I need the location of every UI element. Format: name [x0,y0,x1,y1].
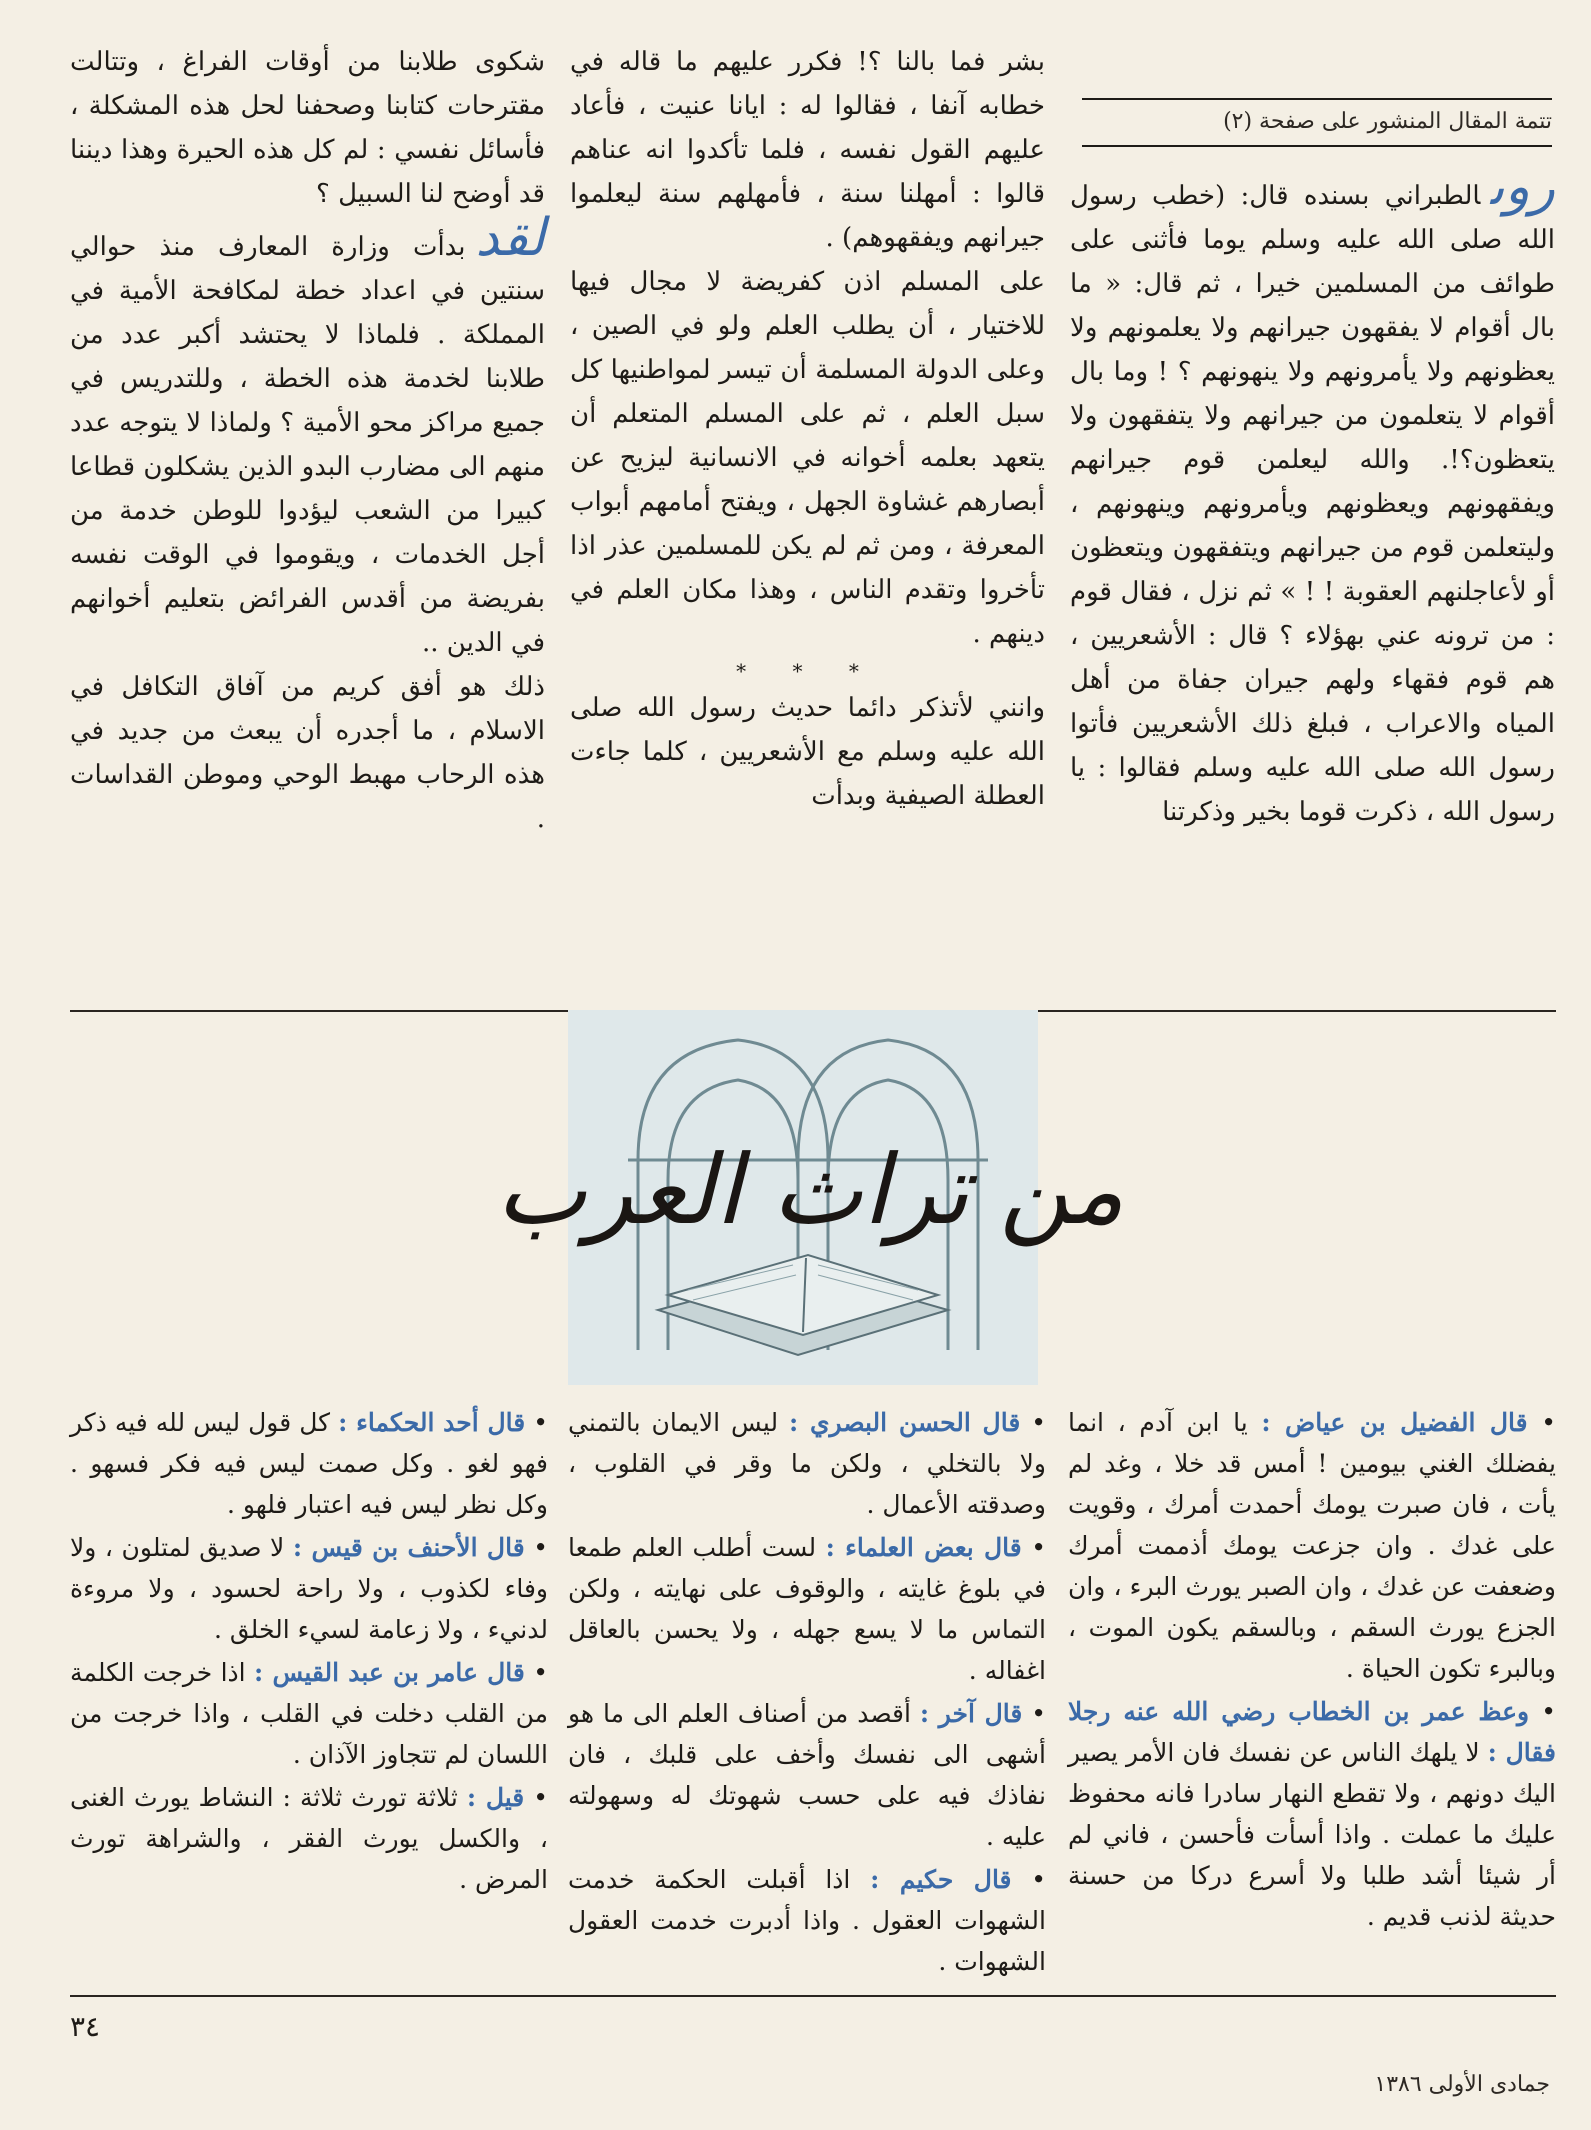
saying-speaker: قال عامر بن عبد القيس : [254,1658,525,1687]
footer-date: جمادى الأولى ١٣٨٦ [1374,2072,1550,2097]
saying-speaker: قيل : [466,1783,525,1812]
saying-speaker: قال الأحنف بن قيس : [292,1533,525,1562]
saying-speaker: قال آخر : [919,1699,1023,1728]
saying-item: • وعظ عمر بن الخطاب رضي الله عنه رجلا فقال : لا يلهك الناس عن نفسك فان الأمر يصير اليك دونهم ، ولا تقطع النهار سادرا فانه محفوظ عليك ما عملت . واذا أسأت فأحسن ، فاني لم أر شيئا أشد طلبا ولا أسرع دركا من حسنة حديثة لذنب قديم . [1068,1697,1556,1931]
saying-item: • قال أحد الحكماء : كل قول ليس لله فيه ذكر فهو لغو . وكل صمت ليس فيه فكر فسهو . وكل نظر ليس فيه اعتبار فلهو . [70,1408,548,1519]
saying-speaker: قال الفضيل بن عياض : [1261,1408,1528,1437]
section-stars: * * * [736,659,879,683]
sayings-column-middle [568,1402,1046,1984]
saying-speaker: وعظ عمر بن الخطاب رضي الله عنه رجلا فقال : [1068,1697,1556,1767]
saying-speaker: قال بعض العلماء : [825,1533,1022,1562]
banner-title: من تراث العرب [496,1134,1124,1246]
saying-item: • قال بعض العلماء : لست أطلب العلم طمعا في بلوغ غايته ، والوقوف على نهايته ، ولكن التماس ما لا يسع جهله ، ولا يحسن بالعاقل اغفاله . [568,1533,1046,1685]
saying-item: • قال الفضيل بن عياض : يا ابن آدم ، انما يفضلك الغني بيومين ! أمس قد خلا ، وغد لم يأت ، فان صبرت يومك أحمدت أمرك ، وقويت على غدك . وان جزعت يومك أذممت أمرك وضعفت عن غدك ، وان الصبر يورث البرء ، وان الجزع يورث السقم ، وبالسقم يكون الموت ، وبالبرء تكون الحياة . [1068,1408,1556,1683]
article-paragraph: لقدبدأت وزارة المعارف منذ حوالي سنتين في اعداد خطة لمكافحة الأمية في المملكة . فلماذا لا يحتشد أكبر عدد من طلابنا لخدمة هذه الخطة ، وللتدريس في جميع مراكز محو الأمية ؟ ولماذا لا يتوجه عدد منهم الى مضارب البدو الذين يشكلون قطاعا كبيرا من الشعب ليؤدوا للوطن خدمة من أجل الخدمات ، ويقوموا في الوقت نفسه بفريضة من أقدس الفرائض بتعليم أخوانهم في الدين .. [70,208,545,658]
saying-speaker: قال الحسن البصري : [789,1408,1021,1437]
saying-item: • قال الأحنف بن قيس : لا صديق لمتلون ، ولا وفاء لكذوب ، ولا راحة لحسود ، ولا مروءة لدنيء ، ولا زعامة لسيء الخلق . [70,1533,548,1644]
saying-text: ليس الايمان بالتمني ولا بالتخلي ، ولكن ما وقر في القلوب ، وصدقته الأعمال . [568,1408,1046,1519]
saying-item: • قال حكيم : اذا أقبلت الحكمة خدمت الشهوات العقول . واذا أدبرت خدمت العقول الشهوات . [568,1865,1046,1976]
continuation-bottom-rule [1082,145,1552,147]
saying-text: أقصد من أصناف العلم الى ما هو أشهى الى نفسك وأخف على قلبك ، فان نفاذك فيه على حسب شهوتك له وسهولته عليه . [568,1699,1046,1851]
saying-text: ثلاثة تورث ثلاثة : النشاط يورث الغنى ، والكسل يورث الفقر ، والشراهة تورث المرض . [70,1783,548,1894]
saying-text: اذا أقبلت الحكمة خدمت الشهوات العقول . واذا أدبرت خدمت العقول الشهوات . [568,1865,1046,1976]
saying-text: لا يلهك الناس عن نفسك فان الأمر يصير اليك دونهم ، ولا تقطع النهار سادرا فانه محفوظ عليك ما عملت . واذا أسأت فأحسن ، فاني لم أر شيئا أشد طلبا ولا أسرع دركا من حسنة حديثة لذنب قديم . [1068,1738,1556,1931]
drop-word: لقد [475,208,545,268]
article-paragraph: روىالطبراني بسنده قال: (خطب رسول الله صلى الله عليه وسلم يوما فأثنى على طوائف من المسلمين خيرا ، ثم قال: « ما بال أقوام لا يفقهون جيرانهم ولا يعلمونهم ولا يعظونهم ولا يأمرونهم ولا ينهونهم ؟ ! وما بال أقوام لا يتعلمون من جيرانهم ولا يتفقهون ولا يتعظون؟!. والله ليعلمن قوم جيرانهم ويفقهونهم ويعظونهم ويأمرونهم وينهونهم ، وليتعلمن قوم من جيرانهم ويتفقهون ويتعظون أو لأعاجلنهم العقوبة ! ! » ثم نزل ، فقال قوم : من ترونه عني بهؤلاء ؟ قال : الأشعريين ، هم قوم فقهاء ولهم جيران جفاة من أهل المياه والاعراب ، فبلغ ذلك الأشعريين فأتوا رسول الله صلى الله عليه وسلم فقالوا : يا رسول الله ، ذكرت قوما بخير وذكرتنا [1070,157,1555,827]
saying-speaker: قال حكيم : [870,1865,1012,1894]
saying-text: يا ابن آدم ، انما يفضلك الغني بيومين ! أمس قد خلا ، وغد لم يأت ، فان صبرت يومك أحمدت أمرك ، وقويت على غدك . وان جزعت يومك أذممت أمرك وضعفت عن غدك ، وان الصبر يورث البرء ، وان الجزع يورث السقم ، وبالسقم يكون الموت ، وبالبرء تكون الحياة . [1068,1408,1556,1683]
saying-item: • قال الحسن البصري : ليس الايمان بالتمني ولا بالتخلي ، ولكن ما وقر في القلوب ، وصدقته الأعمال . [568,1408,1046,1519]
continuation-top-rule [1082,98,1552,100]
saying-text: لا صديق لمتلون ، ولا وفاء لكذوب ، ولا راحة لحسود ، ولا مروءة لدنيء ، ولا زعامة لسيء الخلق . [70,1533,548,1644]
sayings-column-right [1068,1402,1556,1939]
article-paragraph: وانني لأتذكر دائما حديث رسول الله صلى الله عليه وسلم مع الأشعريين ، كلما جاءت العطلة الصيفية وبدأت [570,693,1045,811]
banner-left-rule [70,1010,568,1012]
footer-rule [70,1995,1556,1997]
drop-word: روى [1490,157,1555,217]
sayings-column-left [70,1402,548,1902]
saying-text: لست أطلب العلم طمعا في بلوغ غايته ، والوقوف على نهايته ، ولكن التماس ما لا يسع جهله ، ولا يحسن بالعاقل اغفاله . [568,1533,1046,1685]
saying-item: • قال آخر : أقصد من أصناف العلم الى ما هو أشهى الى نفسك وأخف على قلبك ، فان نفاذك فيه على حسب شهوتك له وسهولته عليه . [568,1699,1046,1851]
page-number: ٣٤ [70,2010,101,2043]
article-paragraph: شكوى طلابنا من أوقات الفراغ ، وتتالت مقترحات كتابنا وصحفنا لحل هذه المشكلة ، فأسائل نفسي : لم كل هذه الحيرة وهذا ديننا قد أوضح لنا السبيل ؟ [70,47,545,209]
article-paragraph: بشر فما بالنا ؟! فكرر عليهم ما قاله في خطابه آنفا ، فقالوا له : ايانا عنيت ، فأعاد عليهم القول نفسه ، فلما تأكدوا انه عناهم قالوا : أمهلنا سنة ، فأمهلهم سنة ليعلموا جيرانهم ويفقهوهم) . [570,47,1045,253]
saying-text: اذا خرجت الكلمة من القلب دخلت في القلب ، واذا خرجت من اللسان لم تتجاوز الآذان . [70,1658,548,1769]
article-column-right [1070,157,1555,834]
saying-item: • قال عامر بن عبد القيس : اذا خرجت الكلمة من القلب دخلت في القلب ، واذا خرجت من اللسان لم تتجاوز الآذان . [70,1658,548,1769]
saying-speaker: قال أحد الحكماء : [338,1408,526,1437]
article-paragraph: على المسلم اذن كفريضة لا مجال فيها للاختيار ، أن يطلب العلم ولو في الصين ، وعلى الدولة المسلمة أن تيسر لمواطنيها كل سبل العلم ، ثم على المسلم المتعلم أن يتعهد بعلمه أخوانه في الانسانية ليزيح عن أبصارهم غشاوة الجهل ، ويفتح أمامهم أبواب المعرفة ، ومن ثم لم يكن للمسلمين عذر اذا تأخروا وتقدم الناس ، وهذا مكان العلم في دينهم . [570,267,1045,649]
saying-text: كل قول ليس لله فيه ذكر فهو لغو . وكل صمت ليس فيه فكر فسهو . وكل نظر ليس فيه اعتبار فلهو . [70,1408,548,1519]
article-column-left [70,40,545,841]
saying-item: • قيل : ثلاثة تورث ثلاثة : النشاط يورث الغنى ، والكسل يورث الفقر ، والشراهة تورث المرض . [70,1783,548,1894]
banner-right-rule [1038,1010,1556,1012]
article-paragraph: ذلك هو أفق كريم من آفاق التكافل في الاسلام ، ما أجدره أن يبعث من جديد في هذه الرحاب مهبط الوحي وموطن القداسات . [70,672,545,834]
article-column-middle [570,40,1045,818]
continuation-note: تتمة المقال المنشور على صفحة (٢) [1223,109,1552,134]
